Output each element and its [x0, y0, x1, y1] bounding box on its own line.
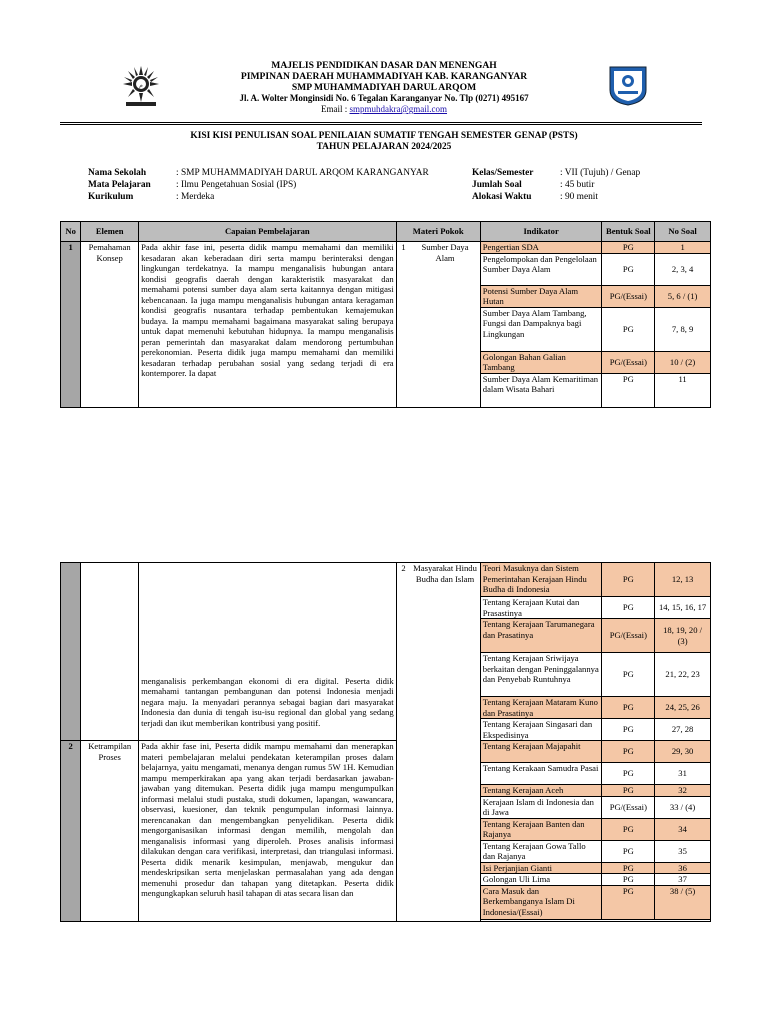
kisi-table-page-2: [60, 562, 711, 922]
alokasi-label: Alokasi Waktu: [472, 192, 532, 202]
jumlah-value: : 45 butir: [560, 180, 595, 190]
kurikulum-value: : Merdeka: [176, 192, 215, 202]
letterhead: [0, 60, 768, 115]
nosoal-cell: 33 / (4): [655, 796, 711, 818]
header-divider: [60, 122, 702, 123]
bentuk-cell: PG: [602, 307, 655, 351]
bentuk-cell: PG: [602, 862, 655, 874]
nosoal-cell: 5, 6 / (1): [655, 285, 711, 307]
nosoal-cell: 7, 8, 9: [655, 307, 711, 351]
title-line-2: TAHUN PELAJARAN 2024/2025: [316, 142, 452, 152]
nosoal-cell: 32: [655, 785, 711, 797]
indikator-cell: Sumber Daya Alam Kemaritiman dalam Wisata Bahari: [480, 373, 602, 407]
header-email-row: [0, 104, 768, 115]
bentuk-cell: PG/(Essai): [602, 619, 655, 653]
indikator-cell: Sumber Daya Alam Tambang, Fungsi dan Dampaknya bagi Lingkungan: [480, 307, 602, 351]
header-indikator: Indikator: [480, 222, 602, 242]
bentuk-cell: PG/(Essai): [602, 796, 655, 818]
row-number-continued: [61, 563, 81, 741]
materi-number: 2: [396, 563, 410, 922]
nosoal-cell: 35: [655, 840, 711, 862]
bentuk-cell: PG: [602, 885, 655, 919]
indikator-cell: Tentang Kerajaan Gowa Tallo dan Rajanya: [480, 840, 602, 862]
capaian-cell: Pada akhir fase ini, peserta didik mampu memahami dan memiliki kesadaran akan keberadaan diri serta mampu berinteraksi dengan lingkungan terdekatnya. Ia mampu menganalisis hubungan antara kondisi geografis daerah dengan karakteristik masyarakat dan memahami potensi sumber daya alam serta kaitannya dengan mitigasi kebencanaan. Ia juga mampu menganalisis hubungan antara keragaman kondisi geografis nusantara terhadap pembentukan kemajemukan budaya. Ia mampu memahami bagaimana masyarakat saling berupaya untuk dapat memenuhi kebutuhan hidupnya. Ia mampu menganalisis peran pemerintah dan masyarakat dalam mendorong pertumbuhan perekonomian. Peserta didik juga mampu memahami dan memiliki kesadaran terhadap perubahan sosial yang sedang terjadi di era kontemporer. Ia dapat: [139, 242, 397, 408]
nosoal-cell: 12, 13: [655, 563, 711, 597]
nosoal-cell: 37: [655, 874, 711, 886]
indikator-cell: Potensi Sumber Daya Alam Hutan: [480, 285, 602, 307]
bentuk-cell: PG/(Essai): [602, 285, 655, 307]
header-bentuk: Bentuk Soal: [602, 222, 655, 242]
materi-number: 1: [396, 242, 410, 408]
indikator-cell: Tentang Kerajaan Aceh: [480, 785, 602, 797]
bentuk-cell: PG: [602, 763, 655, 785]
nama-sekolah-label: Nama Sekolah: [88, 168, 147, 178]
indikator-cell: Isi Perjanjian Gianti: [480, 862, 602, 874]
nosoal-cell: 24, 25, 26: [655, 697, 711, 719]
document-title: [0, 131, 768, 153]
indikator-cell: Tentang Kerajaan Tarumanegara dan Prasatinya: [480, 619, 602, 653]
nosoal-cell: 27, 28: [655, 719, 711, 741]
bentuk-cell: PG: [602, 242, 655, 254]
bentuk-cell: PG: [602, 653, 655, 697]
bentuk-cell: PG: [602, 785, 655, 797]
capaian-cell: Pada akhir fase ini, Peserta didik mampu memahami dan menerapkan materi pembelajaran melalui pendekatan keterampilan proses dalam belajarnya, yaitu mengamati, menanya dengan rumus 5W 1H. Kemudian mampu memperkirakan apa yang akan terjadi berdasarkan jawaban-jawaban yang ditemukan. Peserta didik juga mampu mengumpulkan informasi melalui studi pustaka, studi dokumen, lapangan, wawancara, observasi, kuesioner, dan teknik pengumpulan informasi lainnya. merencanakan dan mengembangkan penyelidikan. Peserta didik mengorganisasikan informasi dengan memilih, mengolah dan menganalisis informasi yang diperoleh. Proses analisis informasi dilakukan dengan cara verifikasi, interpretasi, dan triangulasi informasi. Peserta didik menarik kesimpulan, menjawab, mengukur dan mendeskripsikan serta menjelaskan permasalahan yang ada dengan memenuhi prosedur dan tahapan yang ditetapkan. Peserta didik mengungkapkan seluruh hasil tahapan di atas secara lisan dan: [139, 741, 397, 922]
header-line-1: MAJELIS PENDIDIKAN DASAR DAN MENENGAH: [271, 60, 497, 71]
title-line-1: KISI KISI PENULISAN SOAL PENILAIAN SUMATIF TENGAH SEMESTER GENAP (PSTS): [190, 131, 578, 141]
indikator-cell: Pengelompokan dan Pengelolaan Sumber Daya Alam: [480, 253, 602, 285]
bentuk-cell: PG: [602, 719, 655, 741]
materi-cell: Sumber Daya Alam: [410, 242, 480, 408]
indikator-cell: Kerajaan Islam di Indonesia dan di Jawa: [480, 796, 602, 818]
nosoal-cell: 1: [655, 242, 711, 254]
nosoal-cell: 14, 15, 16, 17: [655, 597, 711, 619]
header-capaian: Capaian Pembelajaran: [139, 222, 397, 242]
row-number: 1: [61, 242, 81, 408]
header-line-3: SMP MUHAMMADIYAH DARUL ARQOM: [291, 82, 477, 93]
indikator-cell: Tentang Kerajaan Sriwijaya berkaitan dengan Peninggalannya dan Penyebab Runtuhnya: [480, 653, 602, 697]
materi-cell: Masyarakat Hindu Budha dan Islam: [410, 563, 480, 922]
bentuk-cell: PG: [602, 840, 655, 862]
elemen-cell: Pemahaman Konsep: [81, 242, 139, 408]
email-label: Email :: [320, 104, 350, 114]
nosoal-cell: 10 / (2): [655, 351, 711, 373]
nosoal-cell: 31: [655, 763, 711, 785]
svg-text:م: م: [139, 83, 143, 89]
mapel-value: : Ilmu Pengetahuan Sosial (IPS): [176, 180, 297, 190]
bentuk-cell: PG: [602, 563, 655, 597]
bentuk-cell: PG: [602, 818, 655, 840]
header-materi: Materi Pokok: [396, 222, 480, 242]
header-address: Jl. A. Wolter Monginsidi No. 6 Tegalan Karanganyar No. Tlp (0271) 495167: [239, 93, 529, 103]
bentuk-cell: PG: [602, 597, 655, 619]
bentuk-cell: PG: [602, 741, 655, 763]
bentuk-cell: PG: [602, 697, 655, 719]
nosoal-cell: 2, 3, 4: [655, 253, 711, 285]
capaian-cell-continued: menganalisis perkembangan ekonomi di era digital. Peserta didik memahami tantangan pembangunan dan potensi Indonesia menjadi negara maju. Ia menyadari perannya sebagai bagian dari masyarakat Indonesia dan dunia di tengah isu-isu regional dan global yang sedang terjadi dan ikut memberikan kontribusi yang positif.: [139, 563, 397, 741]
kisi-table-page-1: [60, 221, 711, 408]
jumlah-label: Jumlah Soal: [472, 180, 522, 190]
indikator-cell: Golongan Bahan Galian Tambang: [480, 351, 602, 373]
indikator-cell: Tentang Kerajaan Banten dan Rajanya: [480, 818, 602, 840]
bentuk-cell: PG: [602, 253, 655, 285]
kurikulum-label: Kurikulum: [88, 192, 134, 202]
nosoal-cell: 34: [655, 818, 711, 840]
nosoal-cell: 38 / (5): [655, 885, 711, 919]
alokasi-value: : 90 menit: [560, 192, 599, 202]
indikator-cell: Teori Masuknya dan Sistem Pemerintahan Kerajaan Hindu Budha di Indonesia: [480, 563, 602, 597]
info-block: [88, 167, 640, 203]
nosoal-cell: 11: [655, 373, 711, 407]
spacer-cell: [480, 919, 710, 921]
row-number: 2: [61, 741, 81, 922]
indikator-cell: Tentang Kerajaan Mataram Kuno dan Prasatinya: [480, 697, 602, 719]
header-elemen: Elemen: [81, 222, 139, 242]
kelas-value: : VII (Tujuh) / Genap: [560, 168, 641, 178]
nosoal-cell: 29, 30: [655, 741, 711, 763]
kelas-label: Kelas/Semester: [472, 168, 534, 178]
nosoal-cell: 21, 22, 23: [655, 653, 711, 697]
bentuk-cell: PG: [602, 874, 655, 886]
indikator-cell: Tentang Kerajaan Singasari dan Ekspedisinya: [480, 719, 602, 741]
bentuk-cell: PG: [602, 373, 655, 407]
bentuk-cell: PG/(Essai): [602, 351, 655, 373]
header-no: No: [61, 222, 81, 242]
header-line-2: PIMPINAN DAERAH MUHAMMADIYAH KAB. KARANGANYAR: [240, 71, 528, 82]
nosoal-cell: 36: [655, 862, 711, 874]
header-nosoal: No Soal: [655, 222, 711, 242]
indikator-cell: Cara Masuk dan Berkembanganya Islam Di Indonesia/(Essai): [480, 885, 602, 919]
elemen-cell-continued: [81, 563, 139, 741]
email-link[interactable]: smpmuhdakra@gmail.com: [349, 104, 448, 114]
nosoal-cell: 18, 19, 20 / (3): [655, 619, 711, 653]
indikator-cell: Tentang Kerajaan Majapahit: [480, 741, 602, 763]
nama-sekolah-value: : SMP MUHAMMADIYAH DARUL ARQOM KARANGANYAR: [176, 168, 429, 178]
header-divider-2: [60, 124, 702, 125]
indikator-cell: Tentang Kerajaan Kutai dan Prasastinya: [480, 597, 602, 619]
indikator-cell: Golongan Uli Lima: [480, 874, 602, 886]
indikator-cell: Pengertian SDA: [480, 242, 602, 254]
mapel-label: Mata Pelajaran: [88, 180, 151, 190]
indikator-cell: Tentang Kerakaan Samudra Pasai: [480, 763, 602, 785]
elemen-cell: Ketrampilan Proses: [81, 741, 139, 922]
